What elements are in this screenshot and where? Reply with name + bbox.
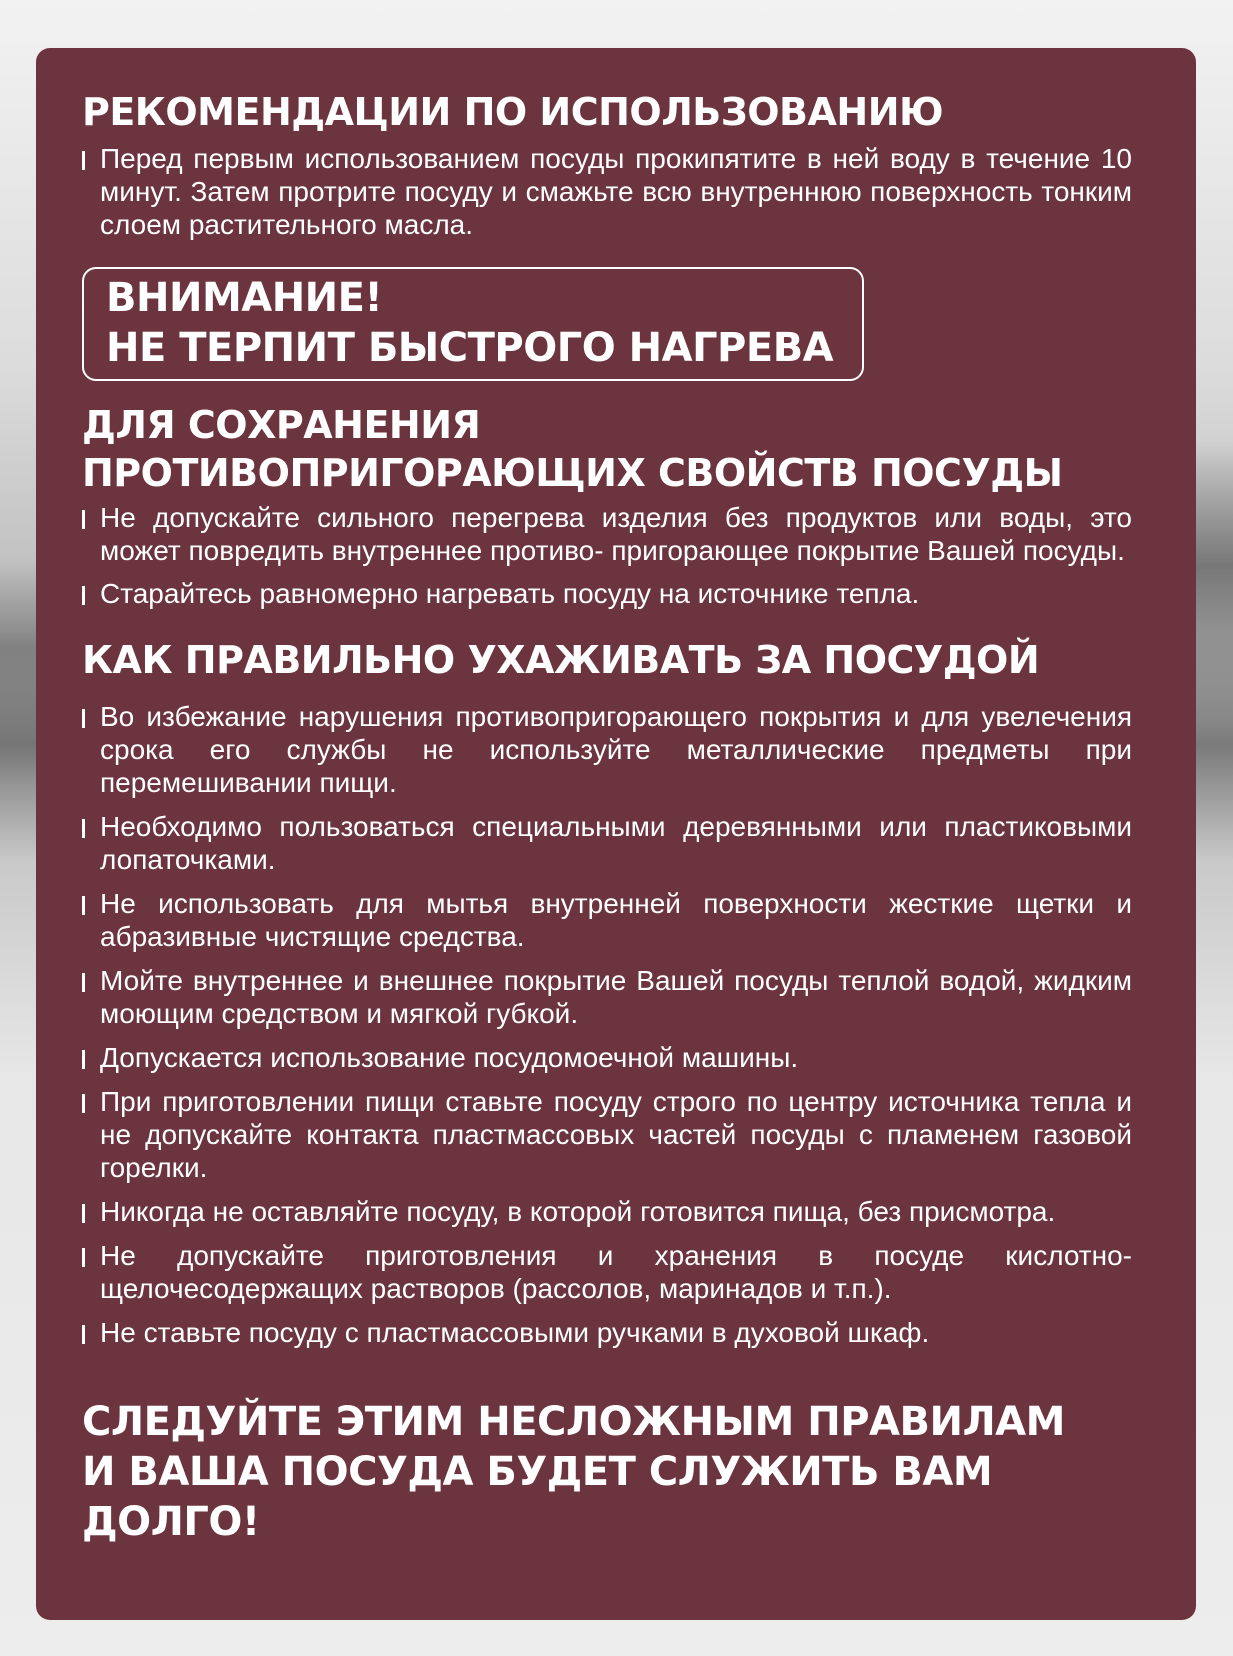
- instructions-panel: [36, 48, 1196, 1620]
- warning-line-2: НЕ ТЕРПИТ БЫСТРОГО НАГРЕВА: [106, 325, 834, 371]
- closing-message: [82, 1397, 1132, 1547]
- nonstick-list: [82, 501, 1132, 610]
- list-item: [82, 501, 1132, 567]
- list-item-text: Необходимо пользоваться специальными деревянными или пластиковыми лопаточками.: [100, 811, 1132, 875]
- list-item-text: Никогда не оставляйте посуду, в которой готовится пища, без присмотра.: [100, 1196, 1056, 1227]
- warning-box: [82, 267, 864, 381]
- list-item-text: Не допускайте сильного перегрева изделия без продуктов или воды, это может повредить внутреннее противо- пригорающее покрытие Вашей посуды.: [100, 502, 1132, 566]
- section-title-care: КАК ПРАВИЛЬНО УХАЖИВАТЬ ЗА ПОСУДОЙ: [82, 638, 1040, 682]
- warning-title: [106, 273, 862, 373]
- care-list: [82, 700, 1132, 1349]
- list-item: [82, 810, 1132, 876]
- list-item: [82, 964, 1132, 1030]
- bullet-icon: [82, 1204, 85, 1223]
- list-item: [82, 1195, 1132, 1228]
- usage-list: [82, 142, 1132, 241]
- bullet-icon: [82, 586, 85, 605]
- list-item: [82, 1239, 1132, 1305]
- list-item-text: Старайтесь равномерно нагревать посуду на источнике тепла.: [100, 578, 920, 609]
- list-item-text: Мойте внутреннее и внешнее покрытие Вашей посуды теплой водой, жидким моющим средством и мягкой губкой.: [100, 965, 1132, 1029]
- section-title-usage: РЕКОМЕНДАЦИИ ПО ИСПОЛЬЗОВАНИЮ: [82, 90, 944, 134]
- section-title-nonstick-line-1: ДЛЯ СОХРАНЕНИЯ: [82, 403, 481, 447]
- bullet-icon: [82, 1050, 85, 1069]
- bullet-icon: [82, 973, 85, 992]
- bullet-icon: [82, 1094, 85, 1113]
- bullet-icon: [82, 896, 85, 915]
- list-item-text: Перед первым использованием посуды прокипятите в ней воду в течение 10 минут. Затем протрите посуду и смажьте всю внутреннюю поверхность тонким слоем растительного масла.: [100, 143, 1132, 240]
- section-title-nonstick: [82, 401, 1132, 497]
- list-item: [82, 887, 1132, 953]
- bullet-icon: [82, 510, 85, 529]
- closing-line-2: И ВАША ПОСУДА БУДЕТ СЛУЖИТЬ ВАМ ДОЛГО!: [82, 1449, 993, 1545]
- list-item-text: Не ставьте посуду с пластмассовыми ручками в духовой шкаф.: [100, 1317, 930, 1348]
- bullet-icon: [82, 151, 85, 170]
- list-item: [82, 700, 1132, 799]
- bullet-icon: [82, 709, 85, 728]
- list-item-text: Не использовать для мытья внутренней поверхности жесткие щетки и абразивные чистящие средства.: [100, 888, 1132, 952]
- bullet-icon: [82, 1325, 85, 1344]
- list-item-text: При приготовлении пищи ставьте посуду строго по центру источника тепла и не допускайте контакта пластмассовых частей посуды с пламенем газовой горелки.: [100, 1086, 1132, 1183]
- bullet-icon: [82, 819, 85, 838]
- list-item-text: Во избежание нарушения противопригорающего покрытия и для увелечения срока его службы не используйте металлические предметы при перемешивании пищи.: [100, 701, 1132, 798]
- list-item: [82, 142, 1132, 241]
- list-item: [82, 1316, 1132, 1349]
- section-title-nonstick-line-2: ПРОТИВОПРИГОРАЮЩИХ СВОЙСТВ ПОСУДЫ: [82, 451, 1063, 495]
- list-item: [82, 1041, 1132, 1074]
- closing-line-1: СЛЕДУЙТЕ ЭТИМ НЕСЛОЖНЫМ ПРАВИЛАМ: [82, 1399, 1065, 1445]
- list-item: [82, 1085, 1132, 1184]
- list-item-text: Допускается использование посудомоечной машины.: [100, 1042, 799, 1073]
- list-item-text: Не допускайте приготовления и хранения в посуде кислотно- щелочесодержащих растворов (рассолов, маринадов и т.п.).: [100, 1240, 1132, 1304]
- warning-line-1: ВНИМАНИЕ!: [106, 275, 383, 321]
- bullet-icon: [82, 1248, 85, 1267]
- list-item: [82, 577, 1132, 610]
